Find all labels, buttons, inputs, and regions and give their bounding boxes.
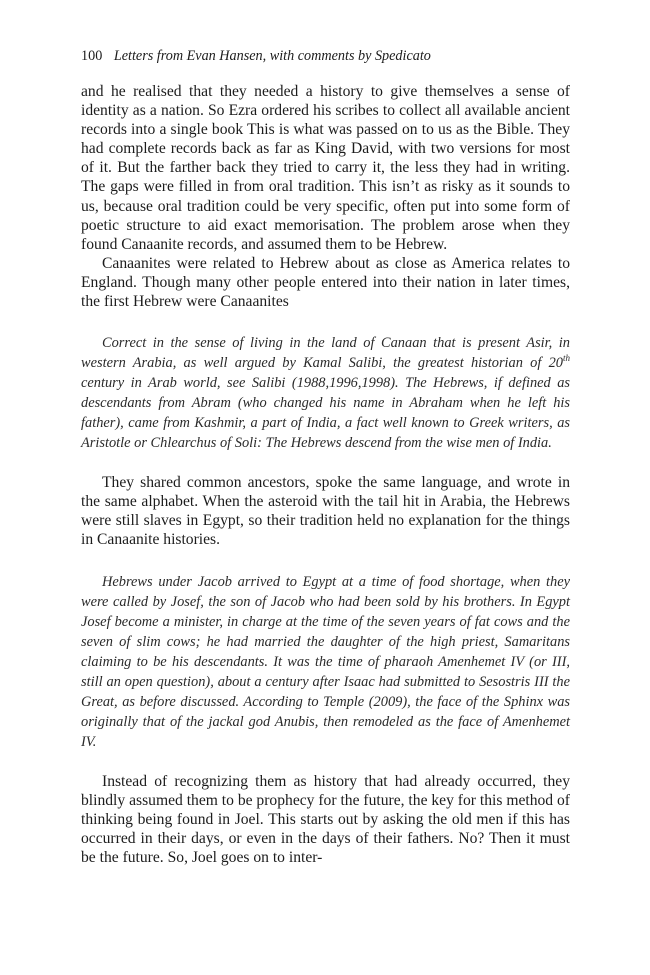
editor-comment-1-part-b: century in Arab world, see Salibi (1988,1996,1998). The Hebrews, if defined as descendants from Abram (who changed his name in Abraham when he left his father), came from Kashmir, a part of India, a fact well known to Greek writers, as Aristotle or Chlearchus of Soli: The Hebrews descend from the wise men of India.	[81, 375, 570, 452]
body-paragraph-3: They shared common ancestors, spoke the same language, and wrote in the same alphabet. When the asteroid with the tail hit in Arabia, the Hebrews were still slaves in Egypt, so their tradition held no explanation for the things in Canaanite histories.	[81, 474, 570, 549]
ordinal-superscript: th	[562, 353, 570, 364]
editor-comment-1	[81, 333, 570, 453]
body-paragraph-4: Instead of recognizing them as history that had already occurred, they blindly assumed them to be prophecy for the future, the key for this method of thinking being found in Joel. This starts out by asking the old men if this has occurred in their days, or even in the days of their fathers. No? Then it must be the future. So, Joel goes on to inter-	[81, 772, 570, 866]
editor-comment-2: Hebrews under Jacob arrived to Egypt at a time of food shortage, when they were called by Josef, the son of Jacob who had been sold by his brothers. In Egypt Josef become a minister, in charge at the time of the seven years of fat cows and the seven of slim cows; he had married the daughter of the high priest, Samaritans claiming to be his descendants. It was the time of pharaoh Amenhemet IV (or III, still an open question), about a century after Isaac had submitted to Sesostris III the Great, as before discussed. According to Temple (2009), the face of the Sphinx was originally that of the jackal god Anubis, then remodeled as the face of Amenhemet IV.	[81, 573, 570, 750]
running-header	[81, 46, 570, 66]
editor-comment-1-part-a: Correct in the sense of living in the land of Canaan that is present Asir, in western Arabia, as well argued by Kamal Salibi, the greatest historian of 20	[81, 335, 570, 372]
page-number: 100	[81, 48, 103, 64]
book-page	[81, 46, 570, 867]
body-paragraph-2: Canaanites were related to Hebrew about as close as America relates to England. Though many other people entered into their nation in later times, the first Hebrew were Canaanites	[81, 254, 570, 311]
body-paragraph-1: and he realised that they needed a history to give themselves a sense of identity as a nation. So Ezra ordered his scribes to collect all available ancient records into a single book This is what was passed on to us as the Bible. They had complete records back as far as King David, with two versions for most of it. But the farther back they tried to carry it, the less they had in writing. The gaps were filled in from oral tradition. This isn’t as risky as it sounds to us, because oral tradition could be very specific, often put into some form of poetic structure to aid exact memorisation. The problem arose when they found Canaanite records, and assumed them to be Hebrew.	[81, 83, 570, 253]
running-title: Letters from Evan Hansen, with comments by Spedicato	[113, 48, 431, 64]
